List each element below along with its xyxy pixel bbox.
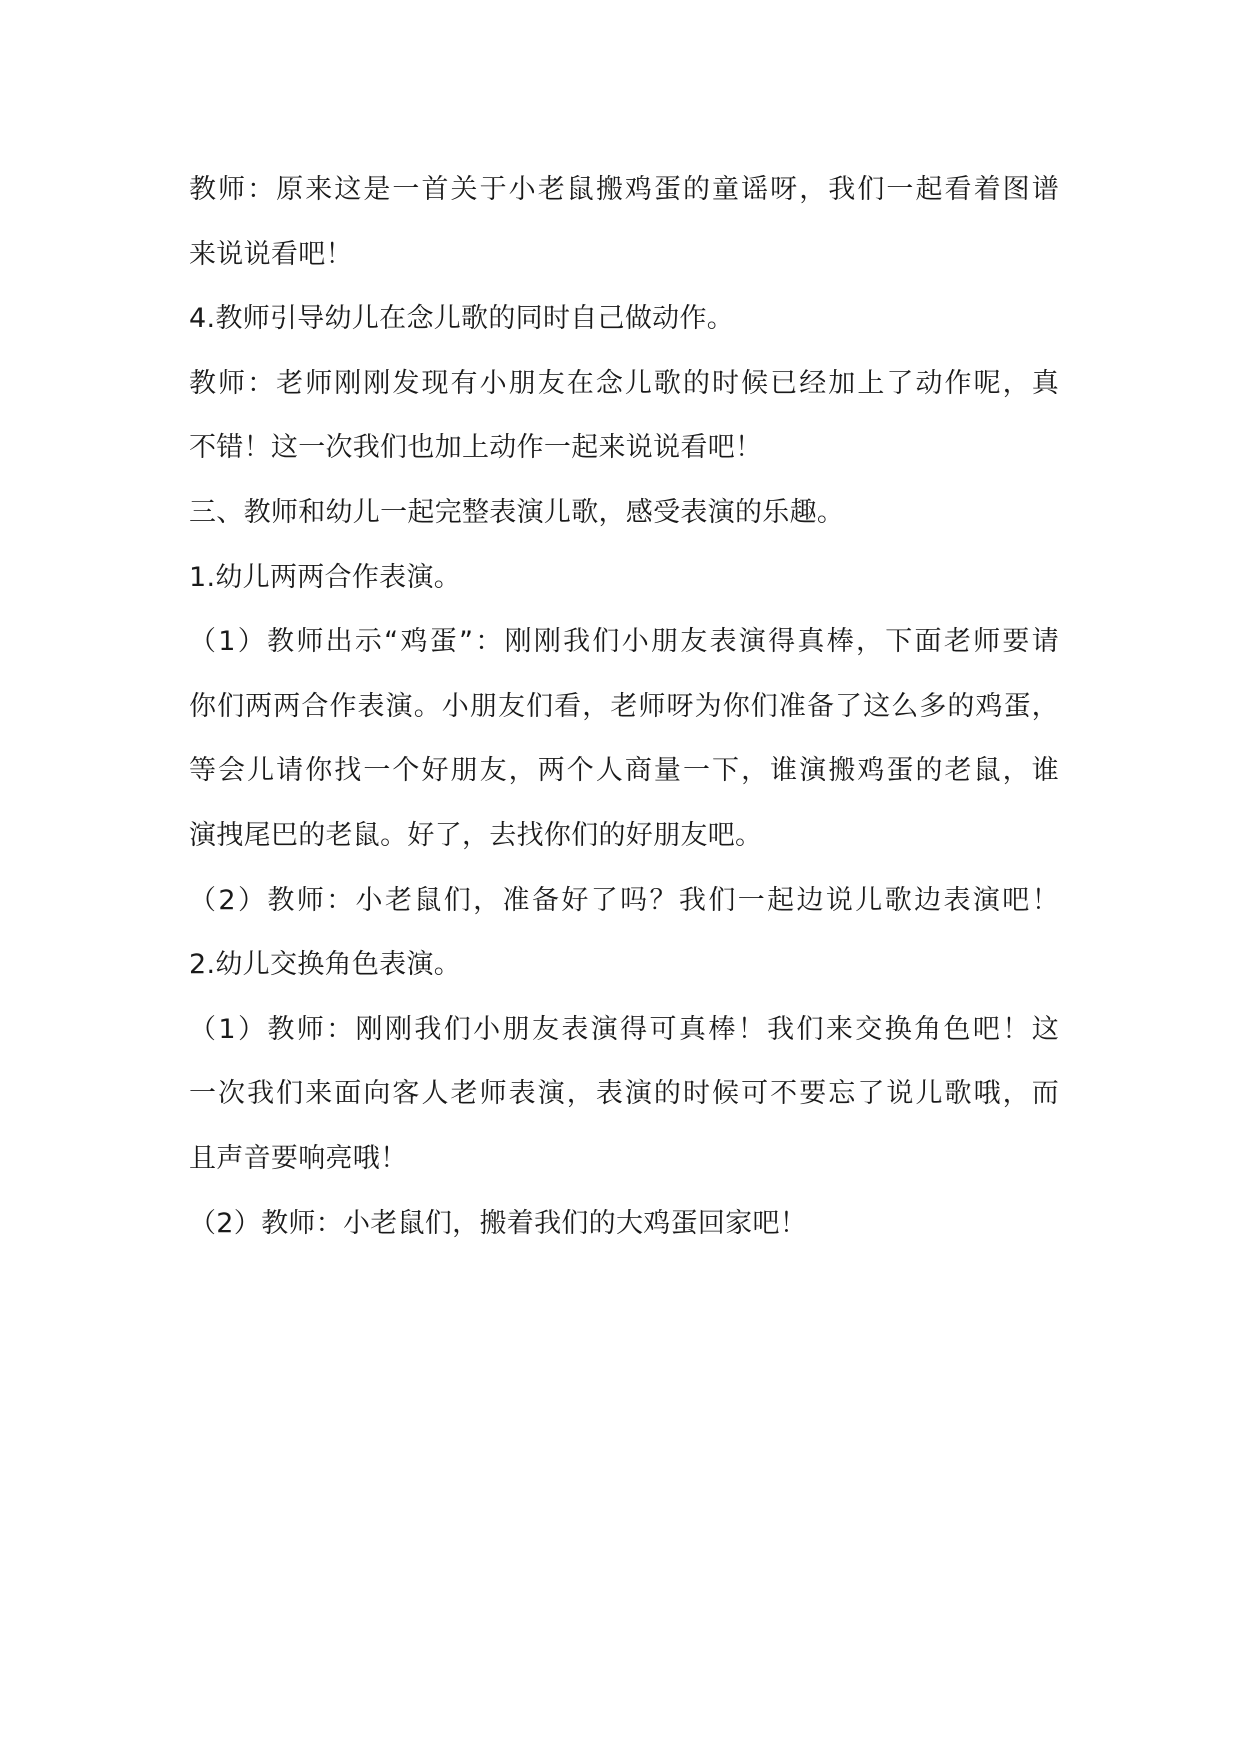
- text-line: 你们两两合作表演。小朋友们看，老师呀为你们准备了这么多的鸡蛋，: [189, 690, 1059, 722]
- text-line: 教师：原来这是一首关于小老鼠搬鸡蛋的童谣呀，我们一起看着图谱: [189, 174, 1059, 205]
- text-line: 演拽尾巴的老鼠。好了，去找你们的好朋友吧。: [189, 819, 763, 851]
- section-heading: 三、教师和幼儿一起完整表演儿歌，感受表演的乐趣。: [189, 496, 845, 528]
- text-line: 教师：老师刚刚发现有小朋友在念儿歌的时候已经加上了动作呢，真: [189, 367, 1059, 399]
- text-line: 不错！这一次我们也加上动作一起来说说看吧！: [189, 432, 763, 464]
- text-line: （2）教师：小老鼠们，搬着我们的大鸡蛋回家吧！: [189, 1207, 808, 1239]
- text-line: （1）教师：刚刚我们小朋友表演得可真棒！我们来交换角色吧！这: [189, 1013, 1059, 1045]
- text-line: 等会儿请你找一个好朋友，两个人商量一下，谁演搬鸡蛋的老鼠，谁: [189, 755, 1059, 787]
- text-line: （2）教师：小老鼠们，准备好了吗？我们一起边说儿歌边表演吧！: [189, 884, 1059, 916]
- document-body: [189, 158, 1059, 1256]
- text-line: 2.幼儿交换角色表演。: [189, 949, 462, 981]
- text-line: 来说说看吧！: [189, 238, 353, 270]
- text-line: 1.幼儿两两合作表演。: [189, 561, 462, 593]
- text-line: （1）教师出示“鸡蛋”：刚刚我们小朋友表演得真棒，下面老师要请: [189, 626, 1059, 658]
- text-line: 且声音要响亮哦！: [189, 1142, 408, 1174]
- text-line: 4.教师引导幼儿在念儿歌的同时自己做动作。: [189, 303, 735, 335]
- text-line: 一次我们来面向客人老师表演，表演的时候可不要忘了说儿歌哦，而: [189, 1078, 1059, 1110]
